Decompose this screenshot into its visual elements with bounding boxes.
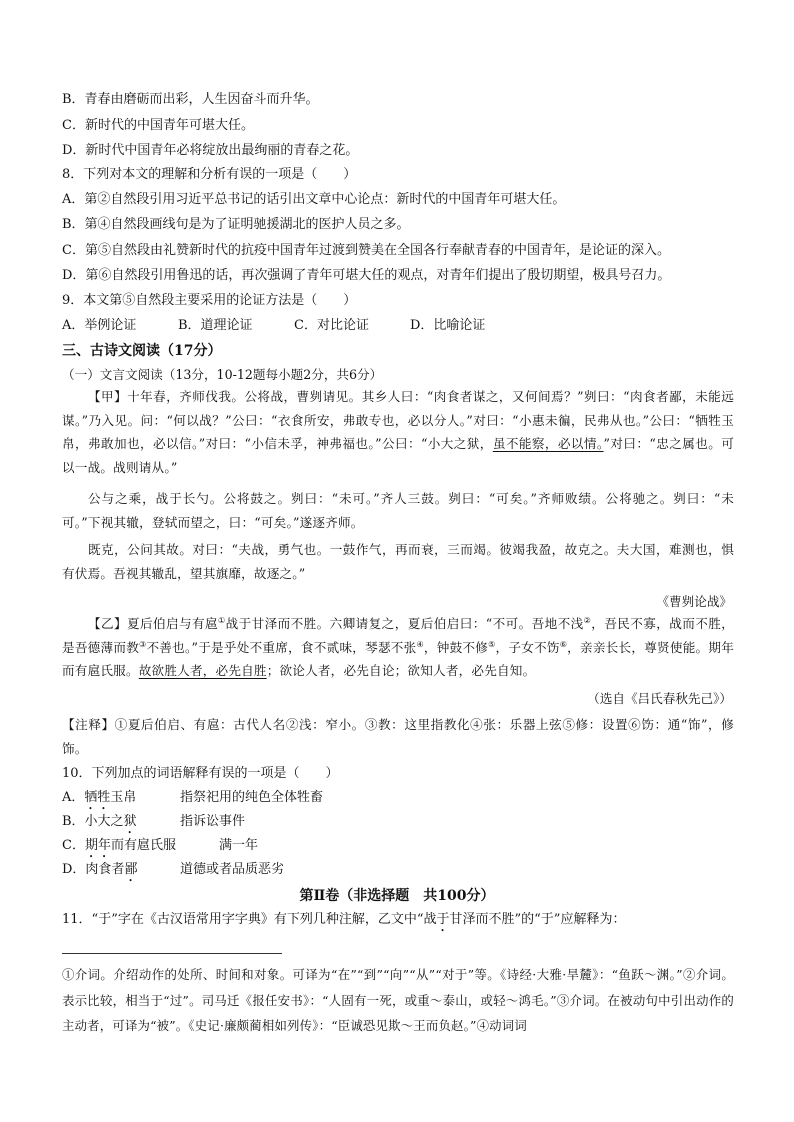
passage-jia-source: 《曹刿论战》 <box>656 594 732 609</box>
section-title: 三、古诗文阅读（17分） <box>62 343 222 359</box>
q10-option-d: D．肉食者鄙 道德或者品质恶劣 <box>62 862 285 877</box>
q10-stem: 10．下列加点的词语解释有误的一项是（ ） <box>62 766 339 781</box>
annotations: 【注释】①夏后伯启、有扈：古代人名②浅：窄小。③教：这里指教化④张：乐器上弦⑤修：设置⑥饬：通“饰”，修饰。 <box>62 717 734 756</box>
q9-option-c: C．对比论证 <box>294 318 369 333</box>
footnote-divider <box>62 953 282 954</box>
q8-stem: 8．下列对本文的理解和分析有误的一项是（ ） <box>62 167 357 182</box>
passage-jia-p1: 【甲】十年春，齐师伐我。公将战，曹刿请见。其乡人曰：“肉食者谋之，又何间焉？”刿曰：“肉食者鄙，未能远谋。”乃入见。问：“何以战？”公曰：“衣食所安，弗敢专也，必以分人。”对曰：“小惠未徧，民弗从也。”公曰：“牺牲玉帛，弗敢加也，必以信。”对曰：“小信未孚，神弗福也。”公曰：“小大之狱，虽不能察，必以情。”对曰：“忠之属也。可以一战。战则请从。” <box>62 389 735 475</box>
q9-options <box>62 317 485 335</box>
q9-option-b: B．道理论证 <box>178 318 253 333</box>
q7-option-b: B．青春由磨砺而出彩，人生因奋斗而升华。 <box>62 92 319 107</box>
passage-jia-p2: 公与之乘，战于长勺。公将鼓之。刿曰：“未可。”齐人三鼓。刿曰：“可矣。”齐师败绩。公将驰之。刿曰：“未可。”下视其辙，登轼而望之，曰：“可矣。”遂逐齐师。 <box>62 491 734 530</box>
q7-option-d: D．新时代中国青年必将绽放出最绚丽的青春之花。 <box>62 143 359 158</box>
q9-stem: 9．本文第⑤自然段主要采用的论证方法是（ ） <box>62 293 357 308</box>
q8-option-b: B．第④自然段画线句是为了证明驰援湖北的医护人员之多。 <box>62 217 410 232</box>
passage-yi: 【乙】夏后伯启与有扈①战于甘泽而不胜。六卿请复之，夏后伯启曰：“不可。吾地不浅②，吾民不寡，战而不胜，是吾德薄而教③不善也。”于是乎处不重席，食不贰味，琴瑟不张④，钟鼓不修⑤，子女不饬⑥，亲亲长长，尊贤使能。期年而有扈氏服。故欲胜人者，必先自胜；欲论人者，必先自论；欲知人者，必先自知。 <box>62 615 735 679</box>
q7-option-c: C．新时代的中国青年可堪大任。 <box>62 118 254 133</box>
q9-option-a: A．举例论证 <box>62 318 137 333</box>
q10-option-b: B．小大之狱 指诉讼事件 <box>62 814 246 829</box>
q10-option-a: A．牺牲玉帛 指祭祀用的纯色全体牲畜 <box>62 790 324 805</box>
underlined-sentence-yi: 故欲胜人者，必先自胜 <box>138 663 267 679</box>
q10-option-c: C．期年而有扈氏服 满一年 <box>62 838 259 853</box>
footnote-definitions: ①介词。介绍动作的处所、时间和对象。可译为“在”“到”“向”“从”“对于”等。《诗经·大雅·旱麓》：“鱼跃～渊。”②介词。表示比较，相当于“过”。司马迁《报任安书》：“人固有一死，或重～泰山，或轻～鸿毛。”③介词。在被动句中引出动作的主动者，可译为“被”。《史记·廉颇蔺相如列传》：“臣诚恐见欺～王而负赵。”④动词词 <box>62 967 734 1033</box>
section-subtitle: （一）文言文阅读（13分，10-12题每小题2分，共6分） <box>62 367 383 382</box>
part-two-title: 第Ⅱ卷（非选择题 共100分） <box>299 888 495 904</box>
q9-option-d: D．比喻论证 <box>410 318 486 333</box>
q8-option-d: D．第⑥自然段引用鲁迅的话，再次强调了青年可堪大任的观点，对青年们提出了殷切期望，极具号召力。 <box>62 268 671 283</box>
underlined-sentence: 虽不能察，必以情。 <box>492 436 604 452</box>
passage-jia-p3: 既克，公问其故。对曰：“夫战，勇气也。一鼓作气，再而衰，三而竭。彼竭我盈，故克之。夫大国，难测也，惧有伏焉。吾视其辙乱，望其旗靡，故逐之。” <box>62 542 734 581</box>
q11-stem: 11．“于”字在《古汉语常用字字典》有下列几种注解，乙文中“战于甘泽而不胜”的“于”应解释为： <box>62 912 626 927</box>
passage-yi-source: （选自《吕氏春秋先己》） <box>587 691 732 706</box>
q8-option-c: C．第⑤自然段由礼赞新时代的抗疫中国青年过渡到赞美在全国各行奉献青春的中国青年，是论证的深入。 <box>62 243 670 258</box>
q8-option-a: A．第②自然段引用习近平总书记的话引出文章中心论点：新时代的中国青年可堪大任。 <box>62 192 566 207</box>
